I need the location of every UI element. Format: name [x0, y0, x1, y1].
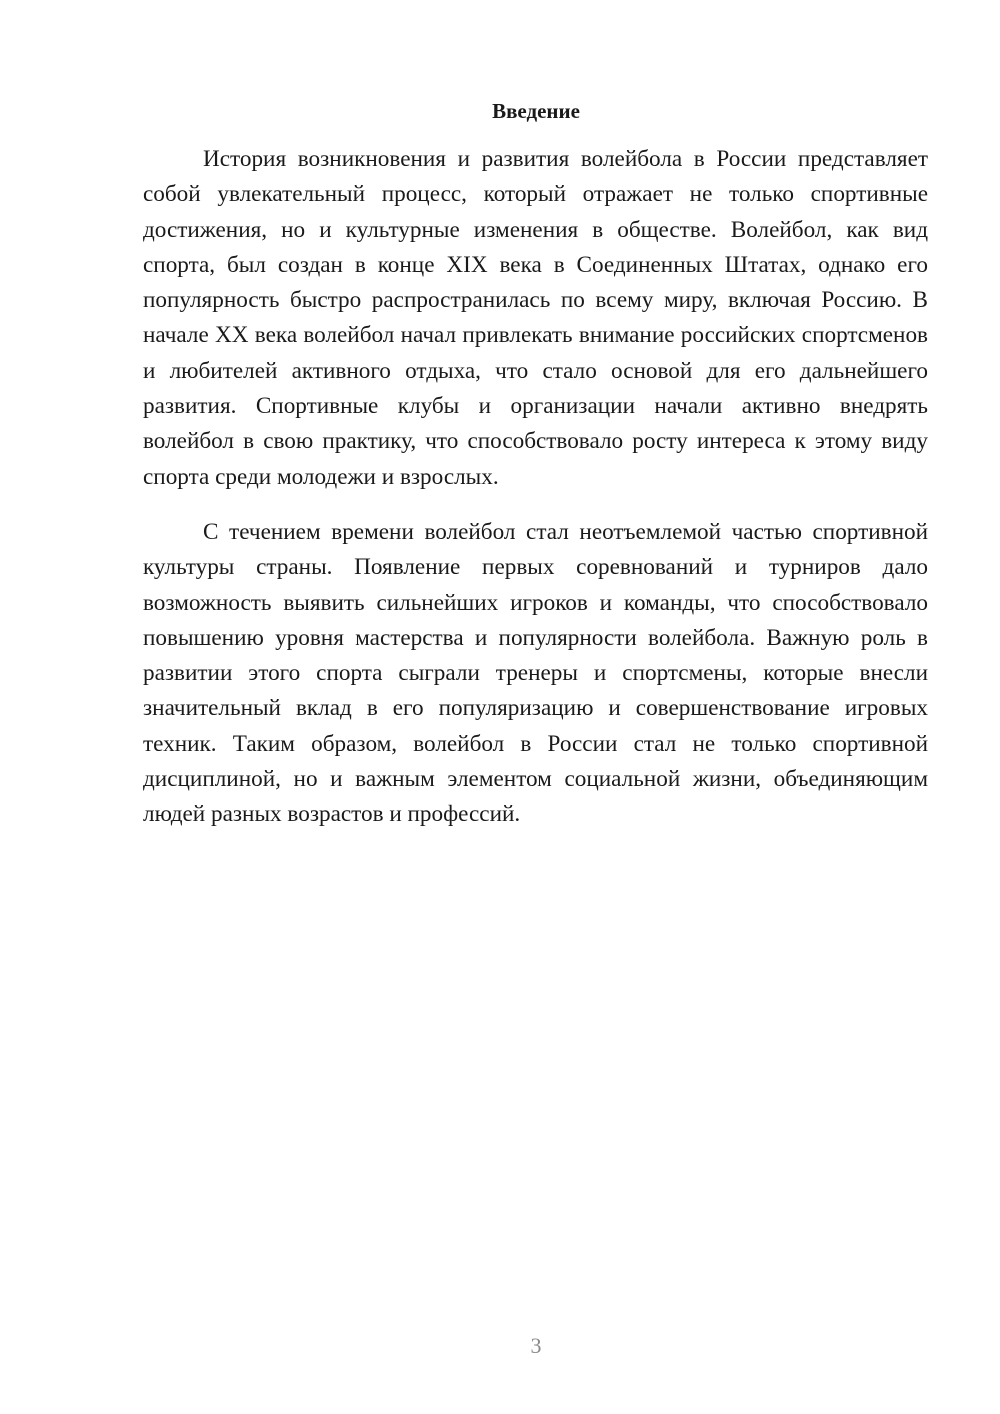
- paragraph: История возникновения и развития волейбола в России представляет собой увлекательный процесс, который отражает не только спортивные достижения, но и культурные изменения в обществе. Волейбол, как вид спорта, был создан в конце XIX века в Соединенных Штатах, однако его популярность быстро распространилась по всему миру, включая Россию. В начале XX века волейбол начал привлекать внимание российских спортсменов и любителей активного отдыха, что стало основой для его дальнейшего развития. Спортивные клубы и организации начали активно внедрять волейбол в свою практику, что способствовало росту интереса к этому виду спорта среди молодежи и взрослых.: [143, 146, 928, 490]
- paragraph: С течением времени волейбол стал неотъемлемой частью спортивной культуры страны. Появление первых соревнований и турниров дало возможность выявить сильнейших игроков и команды, что способствовало повышению уровня мастерства и популярности волейбола. Важную роль в развитии этого спорта сыграли тренеры и спортсмены, которые внесли значительный вклад в его популяризацию и совершенствование игровых техник. Таким образом, волейбол в России стал не только спортивной дисциплиной, но и важным элементом социальной жизни, объединяющим людей разных возрастов и профессий.: [143, 518, 928, 828]
- section-heading: Введение: [492, 99, 580, 123]
- page-number: 3: [530, 1333, 542, 1358]
- body-text: [143, 142, 928, 833]
